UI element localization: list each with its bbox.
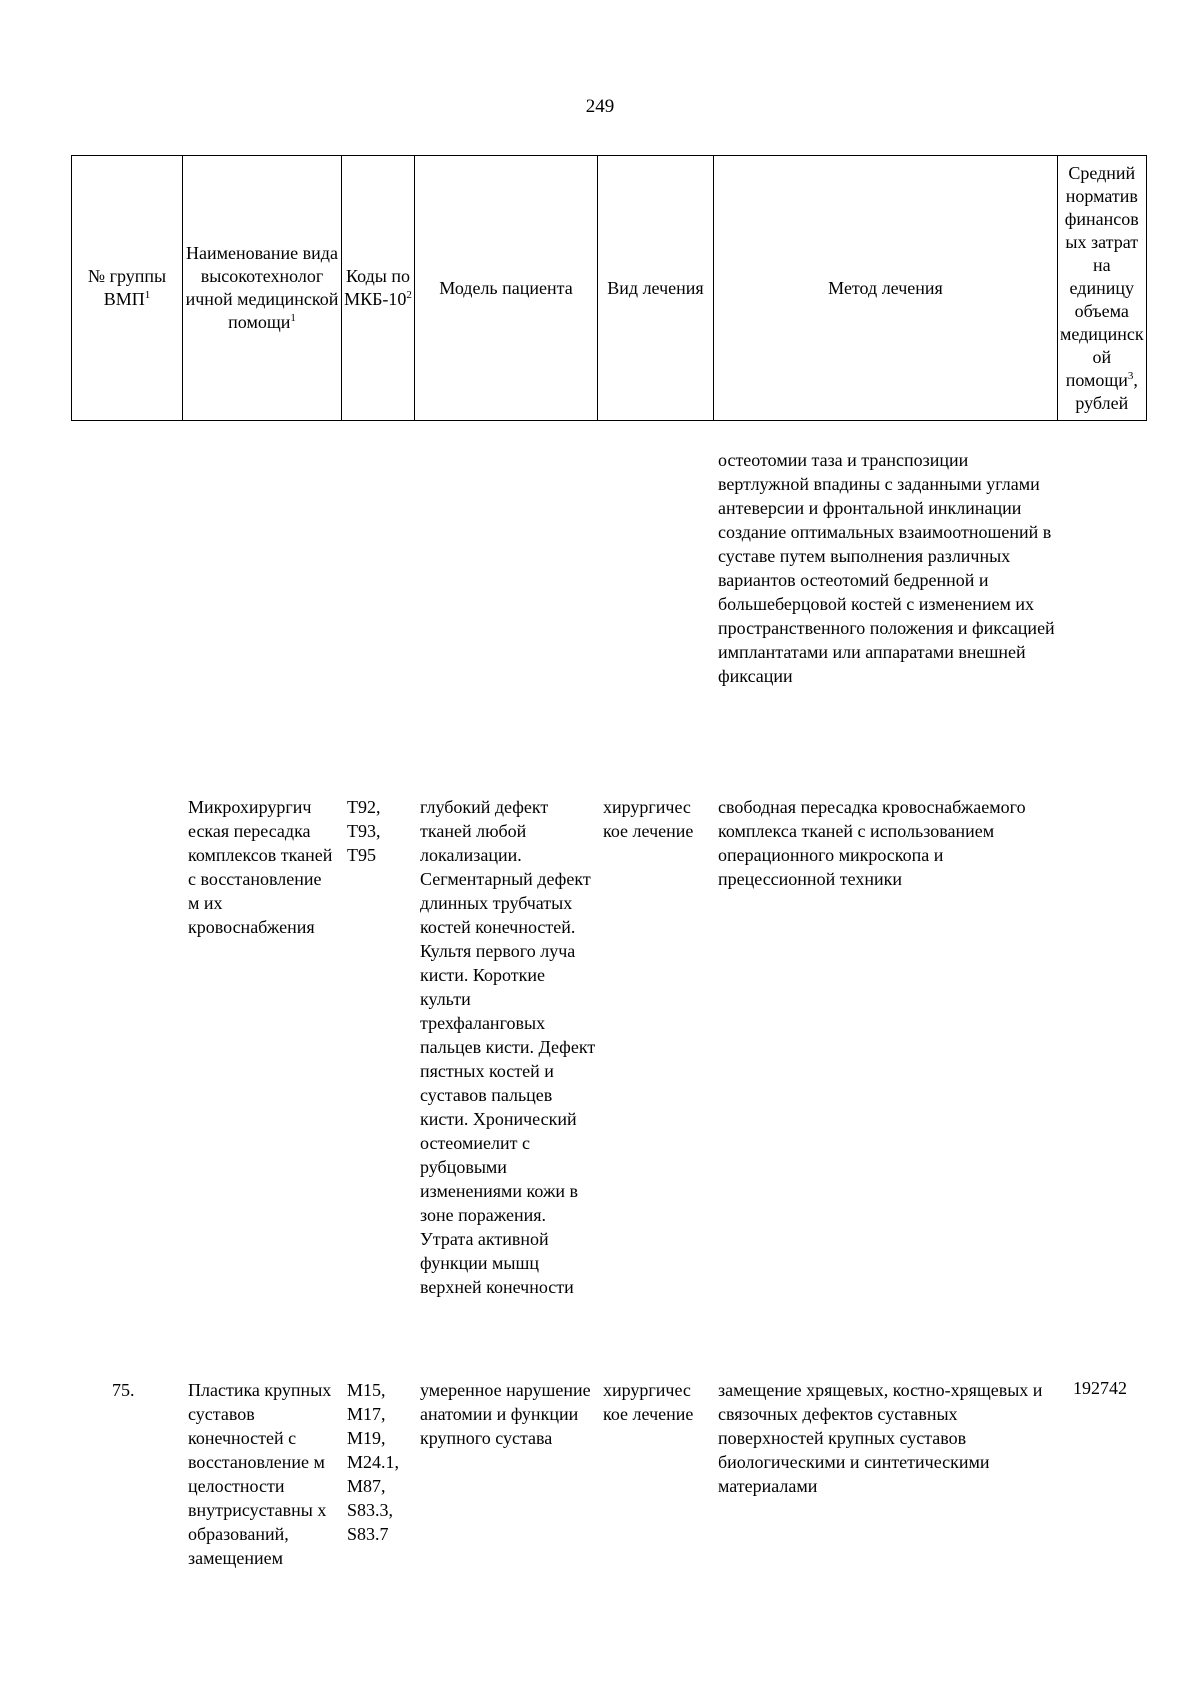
header-cost: Средний норматив финансов ых затрат на единицу объема медицинск ой помощи$^3$, рублей <box>1058 156 1147 421</box>
treatment-method: свободная пересадка кровоснабжаемого комплекса тканей с использованием операционного микроскопа и прецессионной техники <box>718 797 1026 889</box>
cost-value: 192742 <box>1073 1378 1127 1398</box>
method-text: создание оптимальных взаимоотношений в суставе путем выполнения различных вариантов остеотомий бедренной и большеберцовой костей с изменением их пространственного положения и фиксацией имплантатами или аппаратами внешней фиксации <box>718 522 1055 686</box>
treatment-method: замещение хрящевых, костно-хрящевых и связочных дефектов суставных поверхностей крупных суставов биологическими и синтетическими материалами <box>718 1380 1043 1496</box>
icd-codes: М15, М17, М19, М24.1, М87, S83.3, S83.7 <box>347 1380 400 1544</box>
header-treatment-type: Вид лечения <box>598 156 714 421</box>
header-patient-model: Модель пациента <box>415 156 598 421</box>
header-icd-codes: Коды по МКБ-$10^2$ <box>342 156 415 421</box>
patient-model: умеренное нарушение анатомии и функции крупного сустава <box>420 1380 591 1448</box>
treatment-type: хирургичес кое лечение <box>603 797 694 841</box>
treatment-type: хирургичес кое лечение <box>603 1380 694 1424</box>
patient-model: глубокий дефект тканей любой локализации. Сегментарный дефект длинных трубчатых костей конечностей. Культя первого луча кисти. Короткие культи трехфаланговых пальцев кисти. Дефект пястных костей и суставов пальцев кисти. Хронический остеомиелит с рубцовыми изменениями кожи в зоне поражения. Утрата активной функции мышц верхней конечности <box>420 797 596 1297</box>
method-text: остеотомии таза и транспозиции вертлужной впадины с заданными углами антеверсии и фронтальной инклинации <box>718 450 1040 518</box>
care-name: Пластика крупных суставов конечностей с восстановление м целостности внутрисуставны х образований, замещением <box>188 1380 332 1568</box>
page-number: 249 <box>585 96 615 117</box>
group-number: 75. <box>112 1380 135 1400</box>
table-header <box>71 155 1147 421</box>
header-care-name: Наименование вида высокотехнолог ичной медицинской помощи$^1$ <box>183 156 342 421</box>
header-treatment-method: Метод лечения <box>714 156 1058 421</box>
care-name: Микрохирургич еская пересадка комплексов тканей с восстановление м их кровоснабжения <box>188 797 333 937</box>
icd-codes: Т92, Т93, Т95 <box>347 797 381 865</box>
continued-methods <box>718 448 1058 688</box>
header-group-number: № группы ВМП$^1$ <box>72 156 183 421</box>
